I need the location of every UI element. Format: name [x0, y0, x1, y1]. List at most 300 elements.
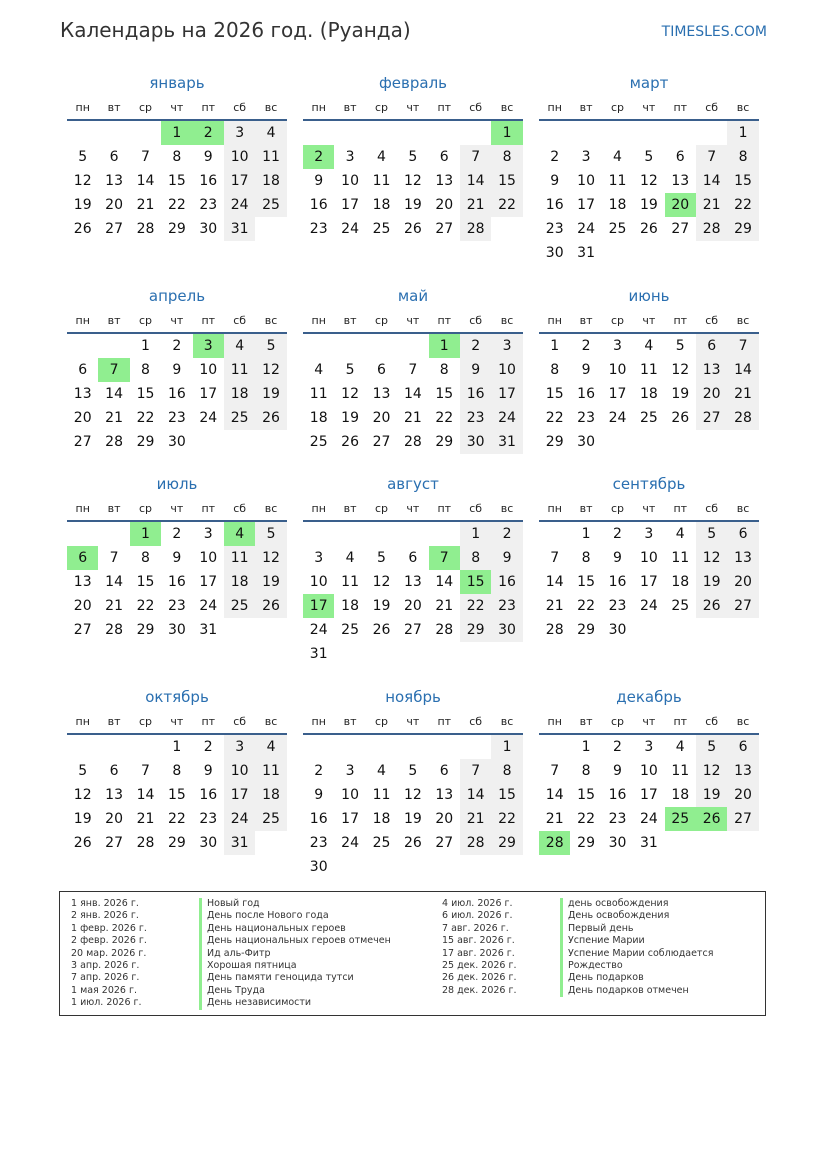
- day-cell: 1: [581, 526, 591, 542]
- day-cell: 18: [255, 169, 286, 193]
- day-cell: 1: [460, 522, 491, 546]
- month-name: март: [629, 74, 669, 92]
- day-cell: 1: [141, 338, 150, 354]
- day-cell: 11: [224, 358, 255, 382]
- day-cell: 2: [613, 526, 622, 542]
- weekday-label: сб: [469, 100, 483, 114]
- day-cell: 17: [224, 169, 255, 193]
- day-cell: 21: [105, 598, 123, 614]
- day-cell: 3: [613, 338, 622, 354]
- empty-cell: [570, 121, 601, 145]
- day-cell: 6: [439, 763, 449, 779]
- day-cell: 11: [255, 759, 286, 783]
- day-cell: 26: [255, 594, 286, 618]
- day-cell: 23: [309, 835, 328, 851]
- day-cell: 20: [372, 410, 391, 426]
- day-cell: 16: [608, 574, 627, 590]
- day-cell: 17: [199, 574, 218, 590]
- holiday-dates-left: [71, 898, 147, 1010]
- weekday-header: [539, 496, 759, 522]
- day-cell: 26: [372, 622, 391, 638]
- day-cell: 22: [545, 410, 564, 426]
- day-cell: 5: [644, 149, 654, 165]
- day-grid: [303, 735, 523, 879]
- day-cell: 30: [167, 622, 186, 638]
- day-cell: 7: [727, 334, 758, 358]
- weekday-label: ср: [374, 100, 388, 114]
- empty-cell: [98, 522, 129, 546]
- day-cell: 3: [644, 739, 654, 755]
- day-cell: 28: [460, 217, 491, 241]
- weekday-label: вс: [736, 501, 750, 515]
- day-cell: 14: [105, 574, 123, 590]
- holiday-day-cell: 6: [67, 546, 98, 570]
- day-cell: 9: [581, 362, 591, 378]
- day-cell: 24: [577, 221, 595, 237]
- weekday-label: вт: [343, 100, 357, 114]
- day-cell: 25: [341, 622, 359, 638]
- weekday-label: вс: [500, 714, 514, 728]
- day-cell: 8: [439, 362, 449, 378]
- weekday-label: ср: [610, 501, 624, 515]
- day-cell: 15: [577, 574, 595, 590]
- day-cell: 7: [408, 362, 418, 378]
- holiday-name: День памяти геноцида тутси: [207, 972, 354, 984]
- day-cell: 12: [73, 787, 92, 803]
- weekday-label: ср: [138, 501, 152, 515]
- day-cell: 31: [309, 646, 328, 662]
- weekday-label: пт: [201, 714, 216, 728]
- weekday-label: пт: [437, 313, 452, 327]
- day-cell: 4: [377, 763, 386, 779]
- day-cell: 8: [581, 763, 591, 779]
- day-grid: [303, 522, 523, 666]
- day-cell: 12: [403, 173, 422, 189]
- day-cell: 29: [577, 622, 595, 638]
- holiday-name: День независимости: [207, 997, 312, 1009]
- day-cell: 21: [460, 193, 491, 217]
- day-cell: 25: [224, 406, 255, 430]
- day-cell: 14: [545, 787, 564, 803]
- day-cell: 8: [172, 149, 182, 165]
- day-cell: 26: [403, 835, 422, 851]
- day-cell: 9: [172, 550, 182, 566]
- day-cell: 10: [491, 358, 522, 382]
- weekday-label: пт: [437, 714, 452, 728]
- day-cell: 31: [224, 831, 255, 855]
- day-cell: 9: [613, 550, 622, 566]
- day-cell: 17: [341, 197, 359, 213]
- month-name: сентябрь: [612, 475, 686, 493]
- holiday-day-cell: 1: [429, 334, 460, 358]
- month-3: [67, 284, 287, 454]
- day-cell: 24: [224, 193, 255, 217]
- day-grid: [67, 522, 287, 642]
- holiday-list: [59, 891, 766, 1016]
- weekday-header: [67, 709, 287, 735]
- empty-cell: [67, 522, 98, 546]
- weekday-label: пт: [201, 313, 216, 327]
- day-cell: 23: [167, 410, 186, 426]
- month-11: [539, 685, 759, 855]
- holiday-day-cell: 28: [539, 831, 570, 855]
- weekday-label: сб: [705, 714, 719, 728]
- weekday-label: ср: [138, 313, 152, 327]
- holiday-date: 3 апр. 2026 г.: [71, 960, 140, 972]
- day-cell: 19: [696, 570, 727, 594]
- day-cell: 28: [136, 835, 155, 851]
- weekday-label: чт: [170, 714, 184, 728]
- day-cell: 29: [136, 622, 155, 638]
- weekday-header: [539, 709, 759, 735]
- day-cell: 20: [105, 197, 123, 213]
- empty-cell: [429, 121, 460, 145]
- day-cell: 10: [341, 173, 359, 189]
- day-cell: 6: [109, 763, 119, 779]
- day-cell: 7: [696, 145, 727, 169]
- day-cell: 6: [439, 149, 449, 165]
- day-cell: 16: [167, 574, 186, 590]
- day-cell: 14: [727, 358, 758, 382]
- weekday-label: вт: [579, 714, 593, 728]
- holiday-name: Хорошая пятница: [207, 960, 297, 972]
- weekday-header: [67, 496, 287, 522]
- day-cell: 25: [255, 807, 286, 831]
- day-cell: 5: [408, 763, 418, 779]
- day-cell: 10: [577, 173, 595, 189]
- empty-cell: [633, 121, 664, 145]
- empty-cell: [397, 735, 428, 759]
- day-cell: 11: [639, 362, 658, 378]
- month-0: [67, 71, 287, 241]
- day-cell: 29: [460, 618, 491, 642]
- day-cell: 19: [73, 811, 92, 827]
- weekday-label: вт: [107, 100, 121, 114]
- weekday-label: чт: [406, 714, 420, 728]
- weekday-label: пн: [547, 714, 562, 728]
- weekday-label: сб: [233, 501, 247, 515]
- day-cell: 27: [105, 221, 123, 237]
- weekday-label: вс: [500, 313, 514, 327]
- day-cell: 2: [172, 526, 182, 542]
- day-cell: 13: [403, 574, 422, 590]
- day-cell: 28: [460, 831, 491, 855]
- day-cell: 9: [314, 173, 324, 189]
- weekday-label: ср: [374, 501, 388, 515]
- month-4: [303, 284, 523, 454]
- day-cell: 3: [224, 735, 255, 759]
- holiday-day-cell: 26: [696, 807, 727, 831]
- day-cell: 10: [639, 763, 658, 779]
- day-cell: 16: [577, 386, 595, 402]
- day-cell: 25: [224, 594, 255, 618]
- day-cell: 8: [581, 550, 591, 566]
- day-cell: 22: [435, 410, 454, 426]
- day-cell: 16: [309, 811, 328, 827]
- day-cell: 21: [435, 598, 454, 614]
- day-cell: 25: [372, 835, 391, 851]
- day-cell: 21: [460, 807, 491, 831]
- day-cell: 12: [639, 173, 658, 189]
- day-cell: 24: [341, 835, 359, 851]
- day-cell: 25: [255, 193, 286, 217]
- day-cell: 2: [203, 739, 213, 755]
- day-cell: 18: [372, 197, 391, 213]
- day-cell: 21: [105, 410, 123, 426]
- weekday-label: сб: [233, 714, 247, 728]
- holiday-date: 17 авг. 2026 г.: [442, 947, 515, 959]
- day-cell: 12: [403, 787, 422, 803]
- day-cell: 24: [608, 410, 627, 426]
- day-cell: 3: [491, 334, 522, 358]
- day-cell: 24: [341, 221, 359, 237]
- empty-cell: [303, 522, 334, 546]
- day-cell: 23: [460, 406, 491, 430]
- holiday-name: Рождество: [568, 960, 623, 972]
- day-cell: 17: [199, 386, 218, 402]
- empty-cell: [303, 121, 334, 145]
- day-cell: 11: [309, 386, 328, 402]
- page-title: Календарь на 2026 год. (Руанда): [60, 18, 411, 42]
- day-cell: 24: [224, 807, 255, 831]
- day-cell: 13: [727, 546, 758, 570]
- holiday-name: День Труда: [207, 984, 265, 996]
- weekday-label: вс: [264, 313, 278, 327]
- day-cell: 22: [491, 807, 522, 831]
- holiday-date: 26 дек. 2026 г.: [442, 972, 517, 984]
- day-cell: 30: [608, 835, 627, 851]
- day-cell: 22: [167, 197, 186, 213]
- day-cell: 14: [136, 173, 155, 189]
- brand-link[interactable]: TIMESLES.COM: [661, 24, 767, 40]
- weekday-label: пн: [75, 313, 90, 327]
- day-cell: 5: [377, 550, 386, 566]
- day-cell: 17: [608, 386, 627, 402]
- month-name: июнь: [628, 287, 670, 305]
- day-cell: 18: [341, 598, 359, 614]
- weekday-label: вт: [107, 501, 121, 515]
- day-cell: 12: [696, 546, 727, 570]
- day-cell: 15: [167, 173, 186, 189]
- day-cell: 2: [581, 338, 591, 354]
- day-cell: 16: [608, 787, 627, 803]
- day-cell: 1: [550, 338, 560, 354]
- holiday-day-cell: 2: [303, 145, 334, 169]
- day-cell: 20: [403, 598, 422, 614]
- day-cell: 17: [577, 197, 595, 213]
- empty-cell: [67, 121, 98, 145]
- month-8: [539, 472, 759, 642]
- day-cell: 4: [675, 739, 685, 755]
- day-cell: 13: [372, 386, 391, 402]
- holiday-date: 1 февр. 2026 г.: [71, 922, 147, 934]
- day-cell: 18: [224, 570, 255, 594]
- day-cell: 22: [491, 193, 522, 217]
- day-cell: 26: [403, 221, 422, 237]
- day-cell: 8: [460, 546, 491, 570]
- empty-cell: [397, 121, 428, 145]
- day-cell: 31: [491, 430, 522, 454]
- day-cell: 19: [639, 197, 658, 213]
- weekday-header: [539, 95, 759, 121]
- weekday-header: [303, 496, 523, 522]
- day-cell: 9: [203, 763, 213, 779]
- day-cell: 24: [199, 410, 218, 426]
- empty-cell: [98, 121, 129, 145]
- day-cell: 7: [550, 763, 560, 779]
- day-cell: 9: [613, 763, 622, 779]
- holiday-date: 2 янв. 2026 г.: [71, 910, 139, 922]
- weekday-label: пт: [673, 714, 688, 728]
- month-name: ноябрь: [385, 688, 441, 706]
- weekday-label: чт: [642, 501, 656, 515]
- day-cell: 17: [491, 382, 522, 406]
- month-name: май: [397, 287, 429, 305]
- day-cell: 30: [491, 618, 522, 642]
- day-cell: 24: [491, 406, 522, 430]
- holiday-names-left: [199, 898, 391, 1010]
- day-cell: 23: [167, 598, 186, 614]
- day-cell: 5: [78, 763, 88, 779]
- day-cell: 15: [727, 169, 758, 193]
- day-cell: 31: [224, 217, 255, 241]
- day-cell: 5: [255, 522, 286, 546]
- day-cell: 10: [608, 362, 627, 378]
- holiday-date: 1 мая 2026 г.: [71, 984, 137, 996]
- day-cell: 6: [727, 735, 758, 759]
- day-cell: 15: [136, 386, 155, 402]
- day-cell: 2: [613, 739, 622, 755]
- weekday-label: пт: [201, 100, 216, 114]
- day-cell: 25: [671, 598, 690, 614]
- day-cell: 23: [577, 410, 595, 426]
- day-cell: 23: [608, 811, 627, 827]
- day-cell: 9: [203, 149, 213, 165]
- month-2: [539, 71, 759, 265]
- day-cell: 22: [136, 598, 155, 614]
- day-cell: 15: [491, 169, 522, 193]
- weekday-label: вт: [579, 100, 593, 114]
- day-cell: 5: [78, 149, 88, 165]
- holiday-name: День национальных героев: [207, 922, 346, 934]
- month-10: [303, 685, 523, 879]
- holiday-name: День после Нового года: [207, 910, 329, 922]
- day-cell: 27: [727, 807, 758, 831]
- day-cell: 13: [727, 759, 758, 783]
- day-cell: 13: [435, 173, 454, 189]
- day-cell: 13: [671, 173, 690, 189]
- empty-cell: [366, 121, 397, 145]
- day-cell: 11: [608, 173, 627, 189]
- day-cell: 27: [671, 221, 690, 237]
- day-cell: 15: [491, 783, 522, 807]
- holiday-day-cell: 1: [130, 522, 161, 546]
- empty-cell: [130, 735, 161, 759]
- empty-cell: [98, 735, 129, 759]
- day-cell: 4: [255, 735, 286, 759]
- day-cell: 6: [696, 334, 727, 358]
- holiday-name: Успение Марии: [568, 935, 645, 947]
- empty-cell: [539, 522, 570, 546]
- holiday-day-cell: 17: [303, 594, 334, 618]
- day-cell: 16: [460, 382, 491, 406]
- day-cell: 31: [639, 835, 658, 851]
- month-6: [67, 472, 287, 642]
- weekday-label: пт: [673, 313, 688, 327]
- empty-cell: [334, 334, 365, 358]
- day-cell: 13: [105, 787, 123, 803]
- day-cell: 25: [608, 221, 627, 237]
- weekday-label: чт: [642, 313, 656, 327]
- day-cell: 3: [314, 550, 324, 566]
- empty-cell: [130, 121, 161, 145]
- weekday-label: сб: [705, 313, 719, 327]
- day-cell: 27: [403, 622, 422, 638]
- day-cell: 29: [136, 434, 155, 450]
- day-cell: 30: [199, 835, 218, 851]
- day-cell: 22: [167, 811, 186, 827]
- weekday-label: ср: [374, 714, 388, 728]
- day-cell: 4: [613, 149, 622, 165]
- day-cell: 4: [314, 362, 324, 378]
- weekday-label: ср: [138, 100, 152, 114]
- day-cell: 15: [167, 787, 186, 803]
- day-cell: 8: [727, 145, 758, 169]
- day-cell: 19: [403, 811, 422, 827]
- day-cell: 29: [167, 835, 186, 851]
- day-cell: 6: [675, 149, 685, 165]
- weekday-header: [67, 95, 287, 121]
- day-cell: 11: [372, 173, 391, 189]
- day-cell: 22: [136, 410, 155, 426]
- holiday-date: 1 янв. 2026 г.: [71, 898, 139, 909]
- day-cell: 14: [403, 386, 422, 402]
- month-9: [67, 685, 287, 855]
- day-cell: 8: [141, 362, 150, 378]
- day-cell: 2: [491, 522, 522, 546]
- holiday-day-cell: 25: [665, 807, 696, 831]
- day-cell: 16: [199, 787, 218, 803]
- day-cell: 11: [224, 546, 255, 570]
- day-cell: 31: [199, 622, 218, 638]
- day-cell: 7: [141, 149, 150, 165]
- day-cell: 19: [341, 410, 359, 426]
- weekday-label: пн: [311, 714, 326, 728]
- day-cell: 3: [644, 526, 654, 542]
- day-cell: 15: [435, 386, 454, 402]
- day-cell: 23: [491, 594, 522, 618]
- weekday-label: ср: [610, 100, 624, 114]
- day-cell: 23: [199, 197, 218, 213]
- month-name: декабрь: [616, 688, 682, 706]
- day-cell: 21: [545, 598, 564, 614]
- empty-cell: [366, 334, 397, 358]
- day-cell: 26: [341, 434, 359, 450]
- day-cell: 12: [255, 358, 286, 382]
- weekday-label: вс: [736, 714, 750, 728]
- day-cell: 13: [105, 173, 123, 189]
- weekday-label: чт: [642, 714, 656, 728]
- day-cell: 19: [671, 386, 690, 402]
- day-cell: 29: [577, 835, 595, 851]
- day-cell: 19: [255, 382, 286, 406]
- holiday-name: Первый день: [568, 922, 634, 934]
- holiday-date: 28 дек. 2026 г.: [442, 984, 517, 996]
- weekday-label: сб: [705, 501, 719, 515]
- holiday-name: Ид аль-Фитр: [207, 947, 271, 959]
- weekday-header: [67, 308, 287, 334]
- day-cell: 3: [345, 149, 355, 165]
